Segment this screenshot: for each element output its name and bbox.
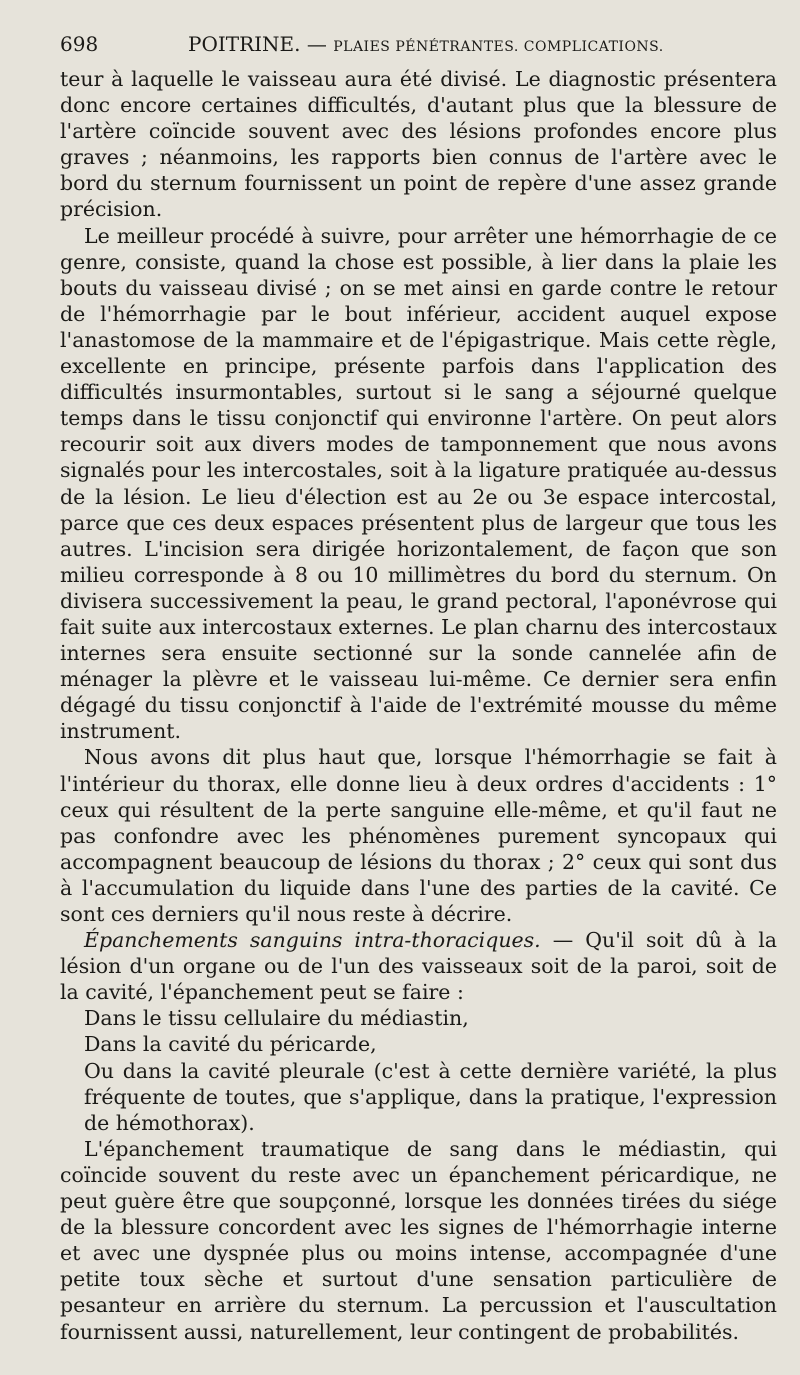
paragraph-ligature: Le meilleur procédé à suivre, pour arrêter une hémorrhagie de ce genre, consiste, quand la chose est possible, à lier dans la plaie les bouts du vaisseau divisé ; on se met ainsi en garde contre le retour de l'hémorrhagie par le bout inférieur, accident auquel expose l'anastomose de la mammaire et de l'épigastrique. Mais cette règle, excellente en principe, présente parfois dans l'application des difficultés insurmontables, surtout si le sang a séjourné quelque temps dans le tissu conjonctif qui environne l'artère. On peut alors recourir soit aux divers modes de tamponnement que nous avons signalés pour les intercostales, soit à la ligature pratiquée au-dessus de la lésion. Le lieu d'élection est au 2e ou 3e espace intercostal, parce que ces deux espaces présentent plus de largeur que tous les autres. L'incision sera dirigée horizontalement, de façon que son milieu corresponde à 8 ou 10 millimètres du bord du sternum. On divisera successivement la peau, le grand pectoral, l'aponévrose qui fait suite aux intercostaux externes. Le plan charnu des intercostaux internes sera ensuite sectionné sur la sonde cannelée afin de ménager la plèvre et le vaisseau lui-même. Ce dernier sera enfin dégagé du tissu conjonctif à l'aide de l'extrémité mousse du même instrument. (60, 223, 777, 744)
section-paragraph (60, 927, 777, 1005)
running-header (60, 32, 760, 62)
section-subtitle: PLAIES PÉNÉTRANTES. COMPLICATIONS. (333, 39, 664, 55)
list-item: Dans le tissu cellulaire du médiastin, (84, 1006, 469, 1031)
section-rubric: Épanchements sanguins intra-thoraciques. (84, 928, 541, 953)
rubric-dash: — (552, 928, 574, 953)
paragraph-accidents: Nous avons dit plus haut que, lorsque l'hémorrhagie se fait à l'intérieur du thorax, elle donne lieu à deux ordres d'accidents : 1° ceux qui résultent de la perte sanguine elle-même, et qu'il faut ne pas confondre avec les phénomènes purement syncopaux qui accompagnent beaucoup de lésions du thorax ; 2° ceux qui sont dus à l'accumulation du liquide dans l'une des parties de la cavité. Ce sont ces derniers qu'il nous reste à décrire. (60, 745, 777, 926)
paragraph-continued: teur à laquelle le vaisseau aura été divisé. Le diagnostic présentera donc encore certaines difficultés, d'autant plus que la blessure de l'artère coïncide souvent avec des lésions profondes encore plus graves ; néanmoins, les rapports bien connus de l'artère avec le bord du sternum fournissent un point de repère d'une assez grande précision. (60, 67, 777, 222)
page-number: 698 (60, 32, 99, 56)
paragraph-mediastin: L'épanchement traumatique de sang dans le médiastin, qui coïncide souvent du reste avec un épanchement péricardique, ne peut guère être que soupçonné, lorsque les données tirées du siége de la blessure concordent avec les signes de l'hémorrhagie interne et avec une dyspnée plus ou moins intense, accompagnée d'une petite toux sèche et surtout d'une sensation particulière de pesanteur en arrière du sternum. La percussion et l'auscultation fournissent aussi, naturellement, leur contingent de probabilités. (60, 1136, 777, 1344)
running-title (188, 32, 664, 56)
list-item: Ou dans la cavité pleurale (c'est à cette dernière variété, la plus fréquente de toutes, que s'applique, dans la pratique, l'expression de hémothorax). (84, 1058, 777, 1135)
title-separator: — (306, 32, 327, 56)
section-text: Qu'il soit dû à la lésion d'un organe ou de l'un des vaisseaux soit de la paroi, soit de la cavité, l'épanchement peut se faire : (60, 928, 777, 1005)
list-item: Dans la cavité du péricarde, (84, 1032, 377, 1057)
chapter-title: POITRINE. (188, 32, 301, 56)
page-body (60, 66, 777, 1345)
